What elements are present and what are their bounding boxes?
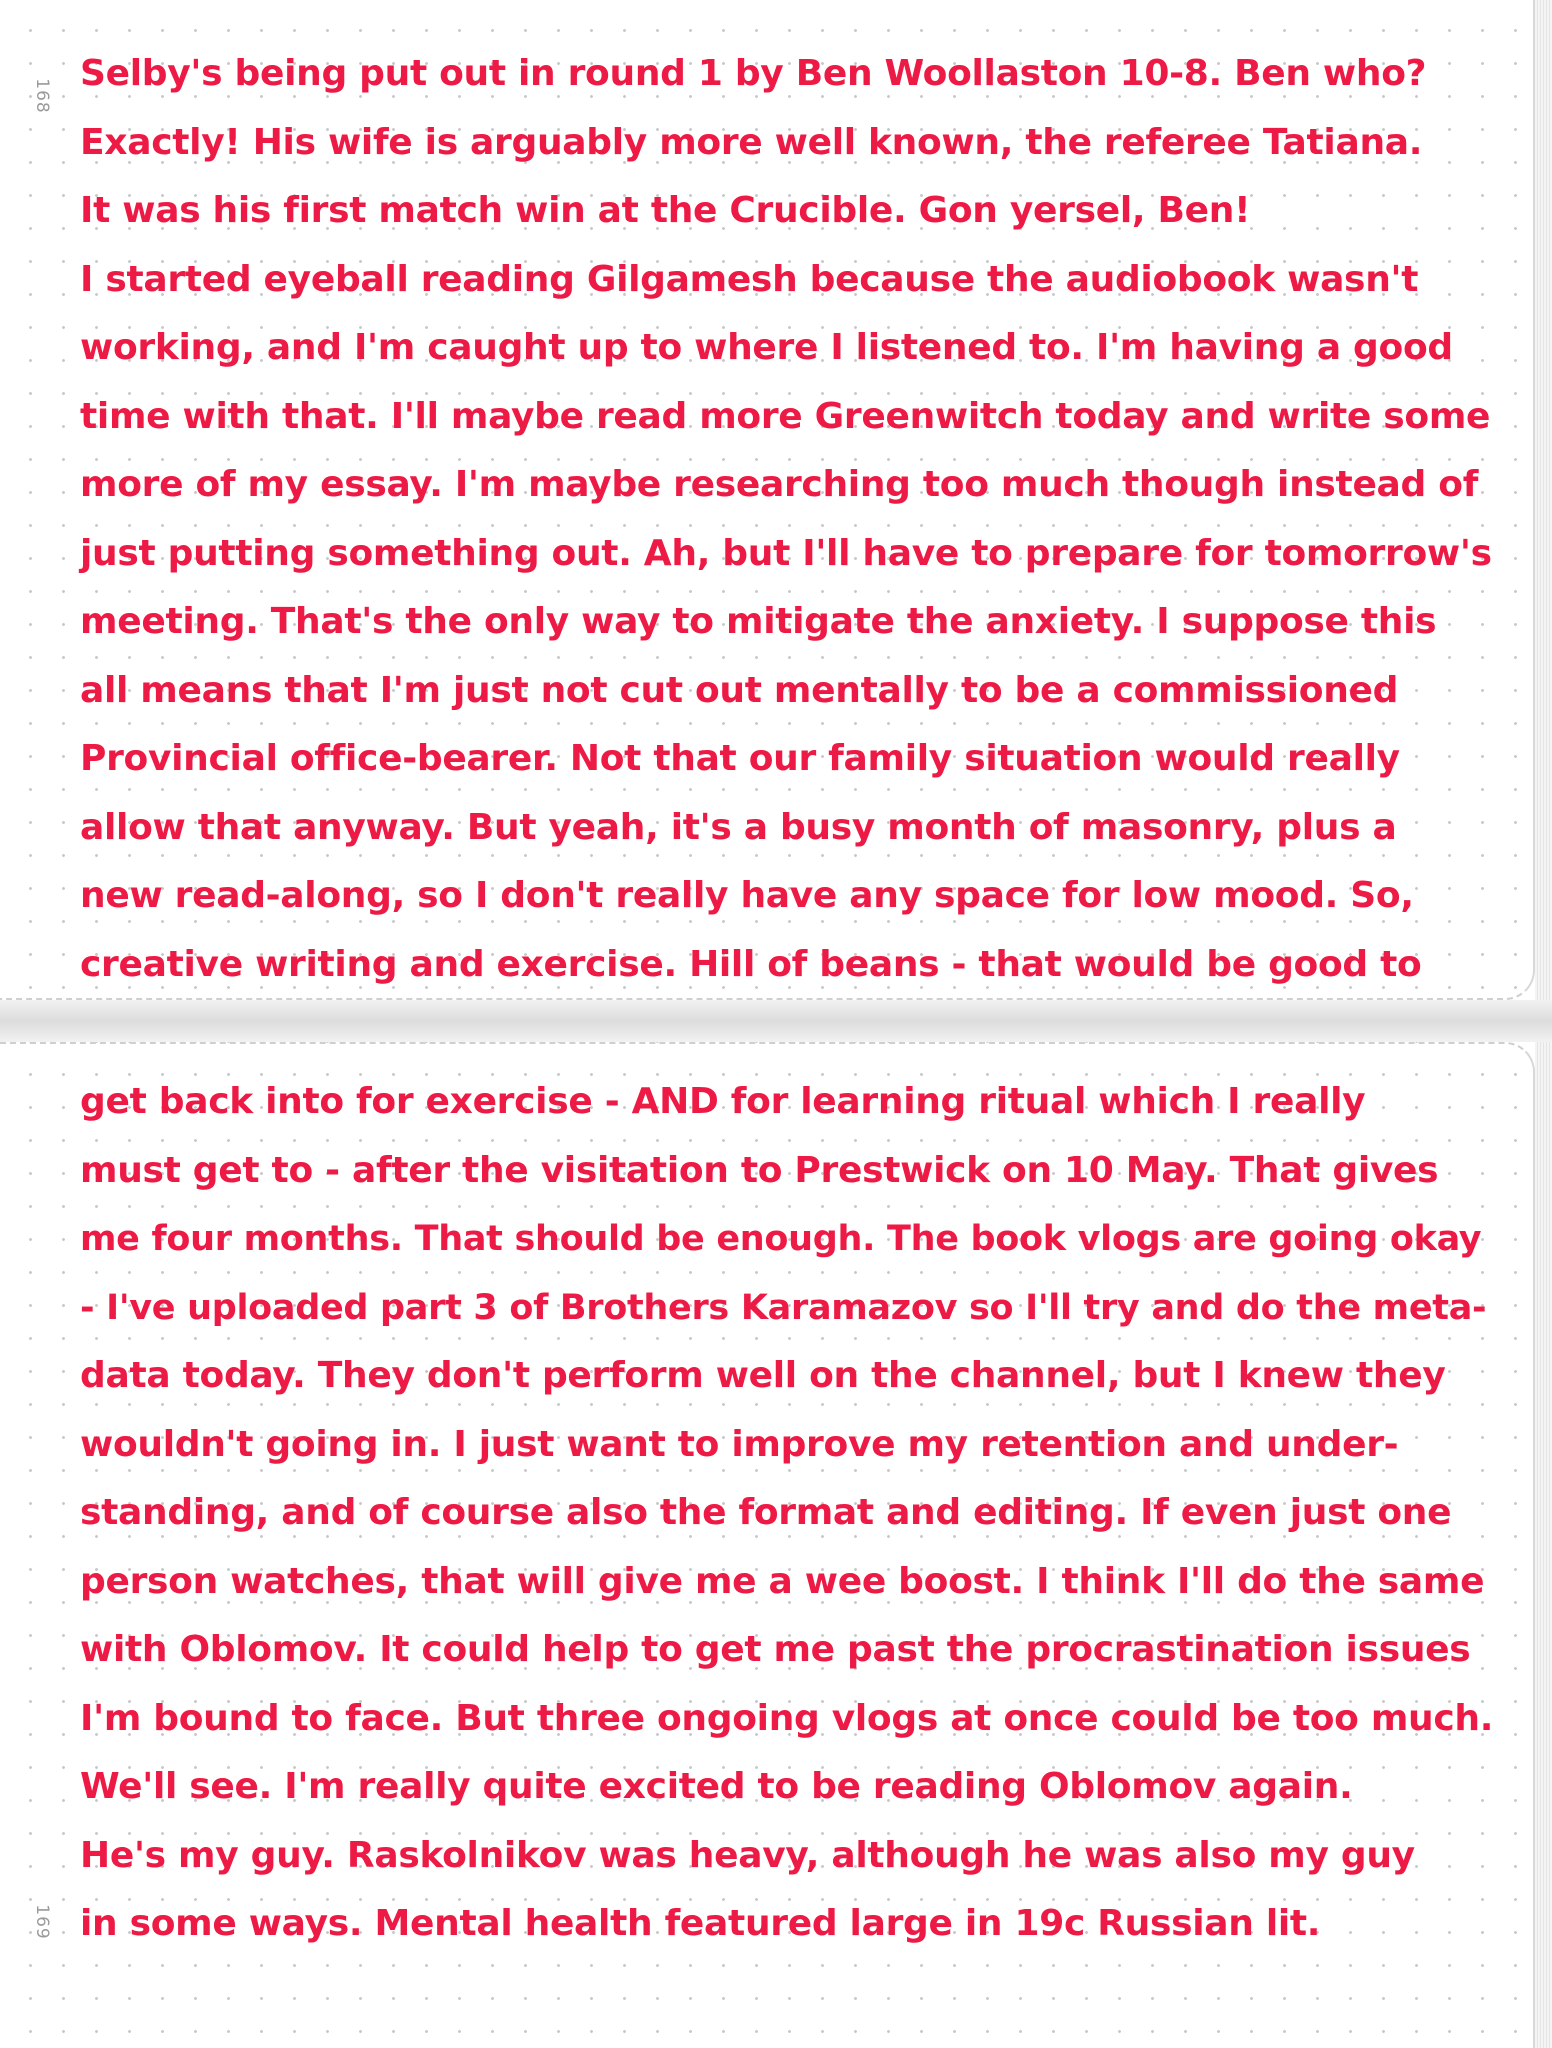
- handwritten-line: wouldn't going in. I just want to improve my retention and under-: [80, 1423, 1399, 1465]
- page-number-top: 168: [32, 78, 52, 114]
- binding-gutter: [0, 1000, 1552, 1042]
- handwritten-line: time with that. I'll maybe read more Greenwitch today and write some: [80, 395, 1491, 437]
- handwritten-line: must get to - after the visitation to Prestwick on 10 May. That gives: [80, 1149, 1439, 1191]
- page-edge-top: [1535, 0, 1552, 1000]
- handwritten-line: Exactly! His wife is arguably more well known, the referee Tatiana.: [80, 121, 1423, 163]
- handwritten-line: just putting something out. Ah, but I'll have to prepare for tomorrow's: [80, 532, 1492, 574]
- handwritten-line: with Oblomov. It could help to get me past the procrastination issues: [80, 1629, 1471, 1670]
- handwritten-line: more of my essay. I'm maybe researching too much though instead of: [80, 464, 1479, 505]
- handwritten-line: working, and I'm caught up to where I listened to. I'm having a good: [80, 327, 1453, 368]
- handwritten-line: person watches, that will give me a wee boost. I think I'll do the same: [80, 1560, 1485, 1602]
- handwritten-line: data today. They don't perform well on the channel, but I knew they: [80, 1355, 1446, 1396]
- page-number-bottom: 169: [32, 1904, 52, 1940]
- handwritten-line: We'll see. I'm really quite excited to be reading Oblomov again.: [80, 1766, 1353, 1807]
- handwritten-line: me four months. That should be enough. The book vlogs are going okay: [80, 1219, 1482, 1259]
- journal-page-top: [0, 0, 1535, 1000]
- handwritten-line: get back into for exercise - AND for learning ritual which I really: [80, 1081, 1366, 1122]
- handwritten-line: standing, and of course also the format and editing. If even just one: [80, 1492, 1452, 1533]
- page-edge-bottom: [1535, 1042, 1552, 2048]
- handwritten-line: It was his first match win at the Crucible. Gon yersel, Ben!: [80, 190, 1251, 231]
- handwritten-line: I started eyeball reading Gilgamesh because the audiobook wasn't: [80, 258, 1419, 300]
- handwritten-line: Selby's being put out in round 1 by Ben Woollaston 10-8. Ben who?: [80, 53, 1427, 94]
- handwritten-line: meeting. That's the only way to mitigate the anxiety. I suppose this: [80, 601, 1437, 642]
- handwritten-line: new read-along, so I don't really have any space for low mood. So,: [80, 875, 1414, 916]
- handwritten-line: - I've uploaded part 3 of Brothers Karamazov so I'll try and do the meta-: [80, 1287, 1487, 1328]
- handwritten-line: I'm bound to face. But three ongoing vlogs at once could be too much.: [80, 1697, 1494, 1739]
- handwritten-line: allow that anyway. But yeah, it's a busy month of masonry, plus a: [80, 806, 1397, 848]
- handwritten-line: creative writing and exercise. Hill of beans - that would be good to: [80, 943, 1422, 985]
- handwritten-line: Provincial office-bearer. Not that our family situation would really: [80, 738, 1400, 779]
- journal-page-bottom: [0, 1042, 1535, 2048]
- handwritten-line: He's my guy. Raskolnikov was heavy, although he was also my guy: [80, 1834, 1415, 1876]
- handwritten-entry-bottom: [80, 1068, 1500, 1959]
- handwritten-entry-top: [80, 40, 1500, 999]
- handwritten-line: in some ways. Mental health featured large in 19c Russian lit.: [80, 1903, 1321, 1944]
- handwritten-line: all means that I'm just not cut out mentally to be a commissioned: [80, 669, 1399, 711]
